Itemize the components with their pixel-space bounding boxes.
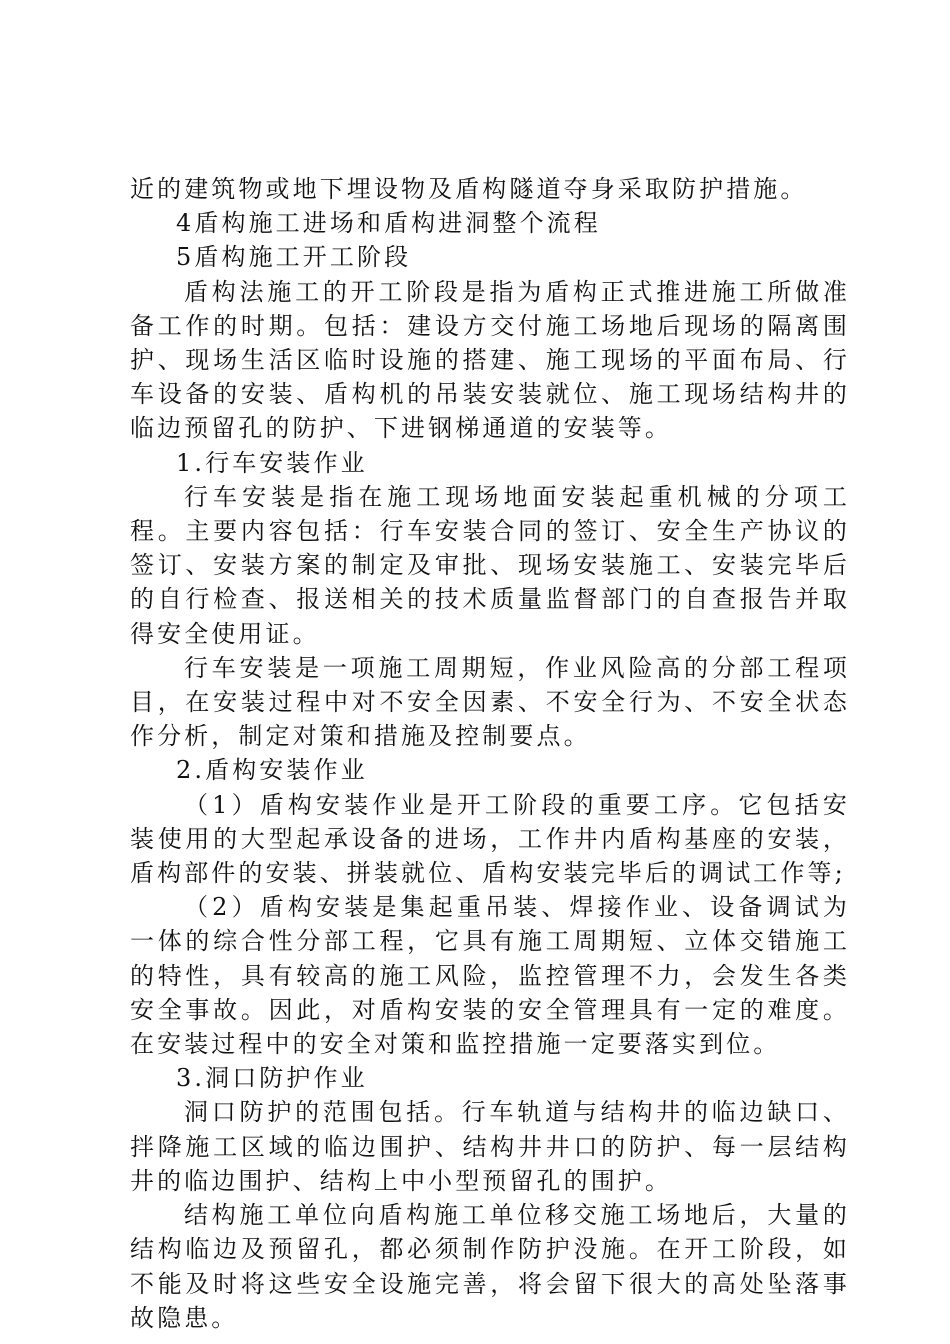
document-body [130,172,850,1335]
paragraph-crane-risk: 行车安装是一项施工周期短，作业风险高的分部工程项目，在安装过程中对不安全因素、不安全行为、不安全状态作分析，制定对策和措施及控制要点。 [130,653,850,751]
subheading-shield-installation: 2.盾构安装作业 [176,756,368,785]
paragraph-continuation: 近的建筑物或地下埋设物及盾构隧道夺身采取防护措施。 [130,175,808,203]
paragraph-shield-install-2: （2）盾构安装是集起重吊装、焊接作业、设备调试为一体的综合性分部工程，它具有施工周期短、立体交错施工的特性，具有较高的施工风险，监控管理不力，会发生各类安全事故。因此，对盾构安装的安全管理具有一定的难度。在安装过程中的安全对策和监控措施一定要落实到位。 [130,893,850,1059]
paragraph-start-phase: 盾构法施工的开工阶段是指为盾构正式推进施工所做准备工作的时期。包括：建设方交付施工场地后现场的隔离围护、现场生活区临时设施的搭建、施工现场的平面布局、行车设备的安装、盾构机的吊装安装就位、施工现场结构井的临边预留孔的防护、下进钢梯通道的安装等。 [130,277,850,443]
subheading-opening-protection: 3.洞口防护作业 [176,1064,368,1093]
section-heading-4: 4盾构施工进场和盾构进洞整个流程 [176,209,601,238]
paragraph-crane-definition: 行车安装是指在施工现场地面安装起重机械的分项工程。主要内容包括：行车安装合同的签订、安全生产协议的签订、安装方案的制定及审批、现场安装施工、安装完毕后的自行检查、报送相关的技术质量监督部门的自查报告并取得安全使用证。 [130,482,850,648]
section-heading-5: 5盾构施工开工阶段 [176,243,412,272]
paragraph-opening-handover: 结构施工单位向盾构施工单位移交施工场地后，大量的结构临边及预留孔，都必须制作防护没施。在开工阶段，如不能及时将这些安全设施完善，将会留下很大的高处坠落事故隐患。 [130,1201,850,1332]
paragraph-opening-scope: 洞口防护的范围包括。行车轨道与结构井的临边缺口、拌降施工区域的临边围护、结构井井口的防护、每一层结构井的临边围护、结构上中小型预留孔的围护。 [130,1098,850,1195]
subheading-crane-installation: 1.行车安装作业 [176,448,368,477]
paragraph-shield-install-1: （1）盾构安装作业是开工阶段的重要工序。它包括安装使用的大型起承设备的进场，工作井内盾构基座的安装，盾构部件的安装、拼装就位、盾构安装完毕后的调试工作等; [130,790,850,888]
